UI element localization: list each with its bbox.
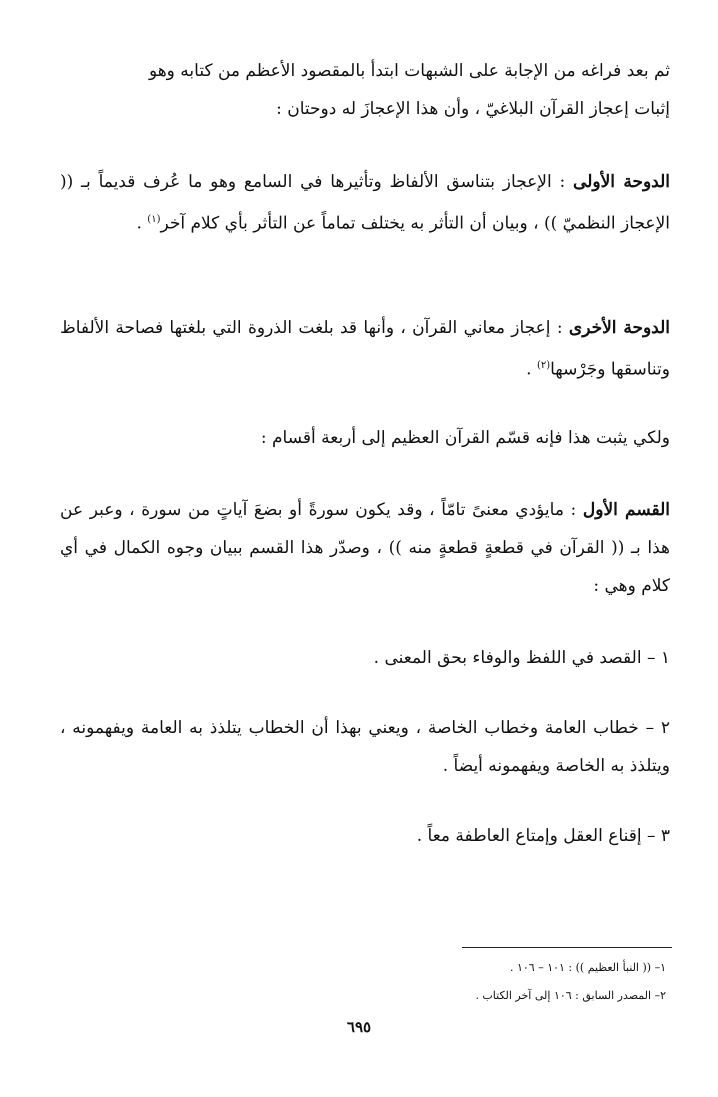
- footnote-1: ١– (( النبأ العظيم )) : ١٠١ – ١٠٦ .: [509, 961, 666, 974]
- first-section-paragraph: [60, 491, 670, 605]
- footnote-ref-1: (١): [147, 214, 161, 225]
- footnote-2: ٢– المصدر السابق : ١٠٦ إلى آخر الكتاب .: [475, 989, 666, 1002]
- second-branch-text: : إعجاز معاني القرآن ، وأنها قد بلغت الذروة التي بلغتها فصاحة الألفاظ وتناسقها وجَرْسها: [60, 318, 670, 380]
- first-branch-paragraph: [60, 163, 670, 243]
- footnote-ref-2: (٢): [536, 360, 551, 371]
- point-3: ٣ – إقناع العقل وإمتاع العاطفة معاً .: [416, 826, 670, 846]
- division-paragraph: [60, 419, 670, 457]
- second-branch-end: .: [526, 359, 537, 380]
- point-1: ١ – القصد في اللفظ والوفاء بحق المعنى .: [373, 648, 670, 668]
- point-2: ٢ – خطاب العامة وخطاب الخاصة ، ويعني بهذا أن الخطاب يتلذذ به العامة ويفهمونه ، ويتلذذ به الخاصة ويفهمونه أيضاً .: [60, 718, 670, 776]
- page-number: ٦٩٥: [346, 1018, 372, 1036]
- footnote-separator: [462, 947, 672, 948]
- division-text: ولكي يثبت هذا فإنه قسّم القرآن العظيم إلى أربعة أقسام :: [260, 428, 670, 448]
- intro-line-2: إثبات إعجاز القرآن البلاغيّ ، وأن هذا الإعجازَ له دوحتان :: [276, 99, 670, 119]
- first-section-heading: القسم الأول: [582, 500, 670, 520]
- second-branch-paragraph: [60, 309, 670, 389]
- first-section-text: : مايؤدي معنىً تامّاً ، وقد يكون سورةً أو بضعَ آياتٍ من سورة ، وعبر عن هذا بـ (( القرآن في قطعةٍ قطعةٍ منه )) ، وصدّر هذا القسم ببيان وجوه الكمال في أي كلام وهي :: [60, 500, 670, 596]
- intro-paragraph: [60, 52, 670, 128]
- first-branch-end: .: [136, 213, 148, 234]
- first-branch-text: : الإعجاز بتناسق الألفاظ وتأثيرها في السامع وهو ما عُرف قديماً بـ (( الإعجاز النظميّ )) ، وبيان أن التأثر به يختلف تماماً عن التأثر بأي كلام آخر: [60, 172, 670, 234]
- intro-line-1: ثم بعد فراغه من الإجابة على الشبهات ابتدأ بالمقصود الأعظم من كتابه وهو: [148, 61, 670, 81]
- second-branch-heading: الدوحة الأخرى: [568, 318, 670, 338]
- first-branch-heading: الدوحة الأولى: [573, 172, 670, 192]
